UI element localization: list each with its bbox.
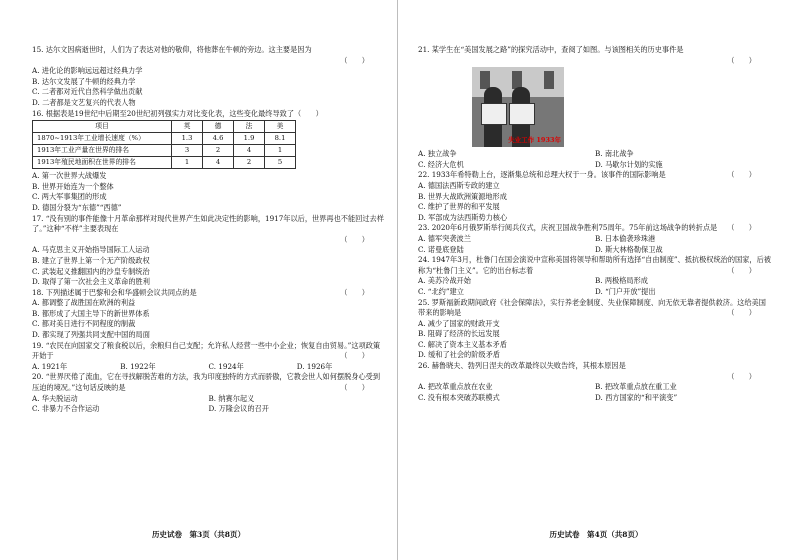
option-c: C. 1924年 [208,361,244,371]
table-cell: 5 [265,157,296,169]
question-24 [418,255,772,297]
table-cell: 德 [203,121,234,133]
answer-bracket: （ ） [340,234,369,244]
option-b: B. 1922年 [120,361,156,371]
photo-caption: 失业工作 1933年 [508,136,561,145]
option-a: A. 独立战争 [418,149,457,159]
table-cell: 1913年殖民地面积在世界的排名 [33,157,172,169]
table-cell: 1913年工业产量在世界的排名 [33,145,172,157]
option-d: D. 二者都是文艺复兴的代表人物 [32,97,136,107]
option-a: A. 减少了国家的财政开支 [418,318,500,328]
question-stem: 25. 罗斯福新政期间政府《社会保障法》，实行养老金制度、失业保障制度、向无依无靠者提供救济。这给美国带来的影响是 [418,297,766,318]
question-19 [32,341,385,373]
question-22 [418,170,772,223]
option-a: A. 把改革重点放在农业 [418,382,493,392]
page-footer: 历史试卷 第3页（共8页） [152,530,245,539]
options-row [418,276,772,297]
question-stem: 21. 某学生在“美国发展之路”的探究活动中，查阅了如图。与该图相关的历史事件是 [418,45,684,54]
option-a: A. 美苏冷战开始 [418,276,471,286]
option-d: D. 取得了第一次社会主义革命的胜利 [32,277,150,287]
question-stem: 22. 1933年希特勒上台，逐渐集总统和总理大权于一身。该事件的国际影响是 [418,170,666,180]
table-cell: 法 [234,121,265,133]
table-cell: 英 [172,121,203,133]
answer-bracket: （ ） [727,308,756,318]
answer-bracket: （ ） [727,371,756,381]
table-cell: 美 [265,121,296,133]
question-15 [32,45,385,109]
table-cell: 1.3 [172,133,203,145]
option-c: C. 经济大危机 [418,159,464,169]
option-d: D. 1926年 [296,361,333,371]
question-18 [32,288,385,341]
table-cell: 1.9 [234,133,265,145]
question-20 [32,372,385,414]
question-stem: 20. “世界厌倦了流血，它在寻找解脱苦难的方法，我为印度独特的方式而骄傲，它教会世人如何摆脱身心受到压迫的境况。”这句话反映的是 [32,372,381,393]
option-c: C. “北约”建立 [418,286,464,296]
option-b: B. 两极格局形成 [595,276,648,286]
question-25 [418,298,772,362]
answer-bracket: （ ） [727,223,756,233]
option-d: D. 万隆会议的召开 [208,404,269,414]
question-26 [418,361,772,403]
exam-page-4 [397,0,794,560]
option-a: A. 进化论的影响远远超过经典力学 [32,66,143,76]
option-c: C. 都对美日进行不同程度的制裁 [32,319,136,329]
question-stem: 17. “没有别的事件能像十月革命那样对现代世界产生如此决定性的影响，1917年以后，世界再也不能回过去样了。”这种“不样”主要表现在 [32,213,384,234]
option-a: A. 华夫脱运动 [32,393,78,403]
answer-bracket: （ ） [727,55,756,65]
option-d: D. 斯大林格勒保卫战 [595,244,663,254]
option-a: A. 1921年 [32,361,68,371]
option-d: D. 缓和了社会的阶级矛盾 [418,350,500,360]
table-cell: 4.6 [203,133,234,145]
options-row [32,394,385,415]
options-row [418,382,772,403]
question-23 [418,223,772,255]
option-c: C. 没有根本突破苏联模式 [418,392,500,402]
table-cell: 8.1 [265,133,296,145]
table-row [33,145,296,157]
question-stem: 16. 根据表是19世纪中后期至20世纪初列强实力对比变化表，这些变化最终导致了（ ） [32,108,323,118]
option-b: B. 日本偷袭珍珠港 [595,233,656,243]
option-a: A. 德军突袭波兰 [418,233,471,243]
answer-bracket: （ ） [340,383,369,393]
option-b: B. 建立了世界上第一个无产阶级政权 [32,255,150,265]
option-b: B. 纳赛尔起义 [208,393,255,403]
table-cell: 2 [234,157,265,169]
table-cell: 项目 [33,121,172,133]
table-cell: 2 [203,145,234,157]
option-a: A. 德国法西斯专政的建立 [418,180,500,190]
option-c: C. 解决了资本主义基本矛盾 [418,339,507,349]
question-stem: 18. 下列描述属于巴黎和会和华盛顿会议共同点的是 [32,287,197,297]
question-stem: 26. 赫鲁晓夫、勃列日涅夫的改革最终以失败告终，其根本原因是 [418,361,626,371]
option-b: B. 把改革重点放在重工业 [595,382,677,392]
historical-photo [472,67,564,147]
option-b: B. 世界大战欧洲策源地形成 [418,191,507,201]
answer-bracket: （ ） [727,265,756,275]
option-d: D. 都实现了列强共同支配中国的局面 [32,330,150,340]
question-stem: 24. 1947年3月，杜鲁门在国会演说中宣称美国将领导和帮助所有选择“自由制度”、抵抗极权统治的国家，后被称为“杜鲁门主义”。它的出台标志着 [418,255,771,275]
option-b: B. 阻碍了经济的长远发展 [418,329,500,339]
question-17 [32,214,385,288]
table-cell: 1870~1913年工业增长速度（%） [33,133,172,145]
option-b: B. 都形成了大国主导下的新世界体系 [32,308,150,318]
table-row [33,157,296,169]
page-footer: 历史试卷 第4页（共8页） [549,530,643,539]
option-a: A. 马克思主义开始指导国际工人运动 [32,245,150,255]
option-a: A. 都调整了战胜国在欧洲的利益 [32,298,136,308]
question-stem: 15. 达尔文因病逝世时，人们为了表达对他的敬仰，将他葬在牛顿的旁边。这主要是因为 [32,45,312,54]
option-b: B. 世界开始连为一个整体 [32,181,114,191]
options-row [418,149,772,170]
option-d: D. 西方国家的“和平演变” [595,392,678,402]
option-d: D. 德国分裂为“东德”“西德” [32,202,122,212]
question-stem: 19. “农民在向国家交了粮食税以后，余粮归自己支配；允许私人经营一些中小企业；恢复自由贸易。”这项政策开始于 [32,340,381,361]
option-a: A. 第一次世界大战爆发 [32,171,107,181]
option-c: C. 诺曼底登陆 [418,244,464,254]
options-row [418,234,772,255]
answer-bracket: （ ） [727,170,756,180]
options-row [32,362,385,373]
option-c: C. 二者都对近代自然科学做出贡献 [32,87,143,97]
table-cell: 3 [172,145,203,157]
option-b: B. 达尔文发展了牛顿的经典力学 [32,76,136,86]
option-d: D. 军部成为法西斯势力核心 [418,212,508,222]
powers-comparison-table [32,120,296,169]
option-d: D. 马歇尔计划的实施 [595,159,663,169]
table-row [33,133,296,145]
answer-bracket: （ ） [340,55,369,65]
option-c: C. 武装起义推翻国内的沙皇专制统治 [32,266,150,276]
option-c: C. 两大军事集团的形成 [32,192,107,202]
table-cell: 1 [172,157,203,169]
answer-bracket: （ ） [340,287,369,297]
table-cell: 4 [234,145,265,157]
question-16 [32,109,385,214]
option-b: B. 南北战争 [595,149,634,159]
table-cell: 4 [203,157,234,169]
answer-bracket: （ ） [340,351,369,361]
table-cell: 1 [265,145,296,157]
option-c: C. 非暴力不合作运动 [32,404,100,414]
option-c: C. 维护了世界的和平发展 [418,202,500,212]
table-header-row [33,121,296,133]
question-stem: 23. 2020年6月俄罗斯举行阅兵仪式，庆祝卫国战争胜利75周年。75年前这场战争的转折点是 [418,223,718,233]
question-21 [418,45,772,170]
option-d: D. “门户开放”提出 [595,286,656,296]
